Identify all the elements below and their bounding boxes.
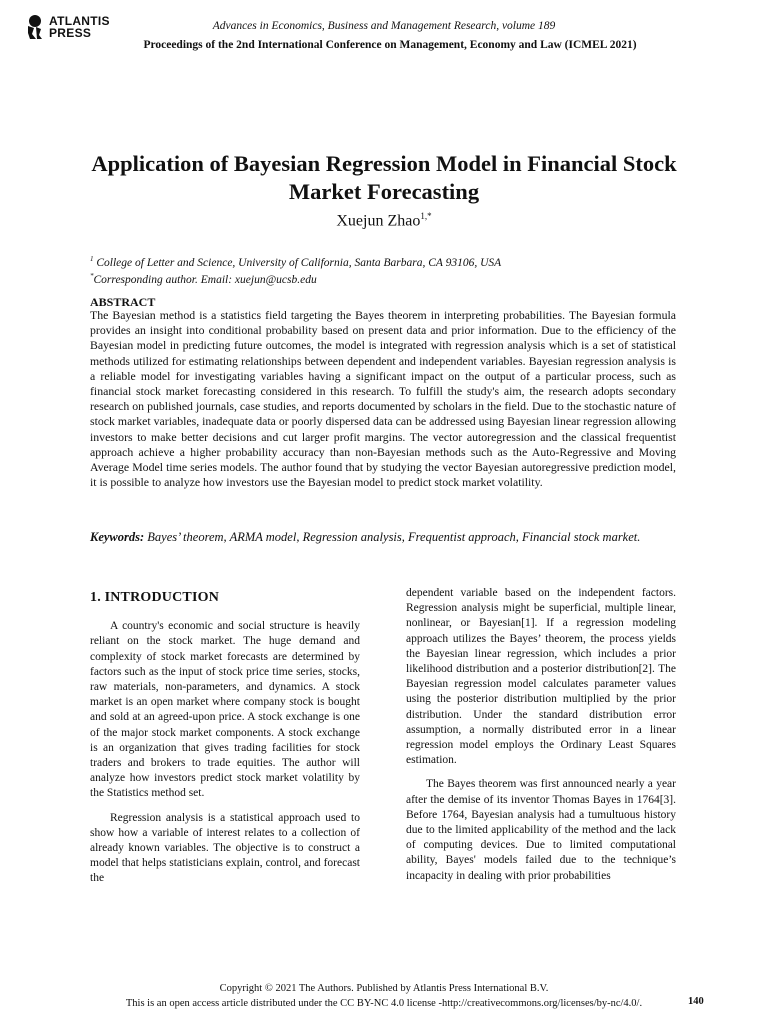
corresponding-superscript: * — [90, 271, 94, 280]
affiliation-superscript: 1 — [90, 255, 94, 263]
right-column — [406, 586, 676, 893]
author-line — [0, 211, 768, 230]
corresponding-line — [90, 270, 501, 287]
intro-paragraph-1: A country's economic and social structure is heavily reliant on the stock market. The huge demand and complexity of stock market forecasts are determined by factors such as the input of stock price time series, stocks, raw materials, non-parameters, and dynamics. A stock market is an open market where company stock is bought and sold at an agreed-upon price. A stock exchange is one of the major stock market components. A stock exchange is an organization that gives trading facilities for stock traders and brokers to trade equities. The author will analyze how investors predict stock market volatility by the Statistics method set. — [90, 620, 360, 800]
keywords-label: Keywords: — [90, 530, 145, 544]
keywords-text: Bayes’ theorem, ARMA model, Regression analysis, Frequentist approach, Financial stock market. — [147, 530, 641, 544]
footer — [0, 981, 768, 1011]
author-name: Xuejun Zhao — [336, 212, 421, 230]
affiliations — [90, 253, 501, 287]
paper-title: Application of Bayesian Regression Model in Financial Stock Market Forecasting — [91, 151, 677, 204]
corresponding-text: Corresponding author. Email: xuejun@ucsb.edu — [93, 273, 317, 286]
left-column — [90, 590, 360, 896]
intro-paragraph-2: Regression analysis is a statistical approach used to show how a variable of interest relates to a collection of already known variables. The objective is to construct a model that helps statisticians explain, control, and forecast the — [90, 811, 360, 885]
intro-paragraph-3: dependent variable based on the independent factors. Regression analysis might be superficial, multiple linear, nonlinear, or Bayesian[1]. If a regression modeling approach utilizes the Bayes’ theorem, the process yields the Bayesian linear regression, which includes a prior likelihood distribution and a posterior distribution[2]. The Bayesian regression model calculates parameter values using the posterior distribution multiplied by the prior distribution. Under the standard distribution error assumption, a normally distributed error in a linear regression model employs the Ordinary Least Squares estimation. — [406, 587, 676, 767]
affiliation-text: College of Letter and Science, University of California, Santa Barbara, CA 93106, USA — [96, 256, 502, 269]
copyright-line: Copyright © 2021 The Authors. Published by Atlantis Press International B.V. — [219, 983, 549, 994]
affiliation-line — [90, 253, 501, 270]
logo-line-2: PRESS — [49, 26, 92, 40]
intro-paragraph-4: The Bayes theorem was first announced nearly a year after the demise of its inventor Thomas Bayes in 1764[3]. Before 1764, Bayesian analysis had a tumultuous history due to the limited applicability of the method and the lack of computing devices. Due to limited computational ability, Bayes' models failed due to the technique’s incapacity in dealing with prior probabilities — [406, 778, 676, 882]
logo-line-1: ATLANTIS — [49, 14, 110, 28]
abstract-heading: ABSTRACT — [90, 295, 156, 309]
author-superscript: 1,* — [420, 211, 432, 221]
page-number: 140 — [688, 996, 704, 1007]
abstract-text: The Bayesian method is a statistics field targeting the Bayes theorem in interpreting probabilities. The Bayesian formula provides an insight into conditional probability based on present data and prior information. Due to the efficiency of the Bayesian model in predicting future outcomes, the model is integrated with regression analysis which is a set of statistical methods utilized for estimating relationships between dependent and independent variables. Bayesian regression analysis is a reliable model for investigating variables having a significant impact on the output of a particular process, such as financial stock market forecasting considered in this research. To fulfill the study's aim, the research adopts secondary research on published journals, case studies, and reports documented by scholars in the field. Due to the stochastic nature of stock market variables, inadequate data or poorly dispersed data can be addressed using Bayesian linear regression allowing investors to make better decisions and cut larger profit margins. The vector autoregression and the classical frequentist approach achieve a higher probability accuracy than non-Bayesian methods such as the Auto-Regressive and Moving Average Model time series models. The author found that by studying the vector Bayesian autoregressive prediction model, it is possible to analyze how investors use the Bayesian model to predict stock market volatility. — [90, 308, 676, 490]
keywords-line — [90, 529, 680, 545]
series-header: Advances in Economics, Business and Management Research, volume 189 — [212, 20, 556, 32]
section-heading-introduction: 1. INTRODUCTION — [90, 590, 220, 605]
license-line: This is an open access article distributed under the CC BY-NC 4.0 license -http://creativecommons.org/licenses/by-nc/4.0/. — [125, 998, 643, 1009]
proceedings-header: Proceedings of the 2nd International Conference on Management, Economy and Law (ICMEL 2021) — [143, 39, 637, 51]
